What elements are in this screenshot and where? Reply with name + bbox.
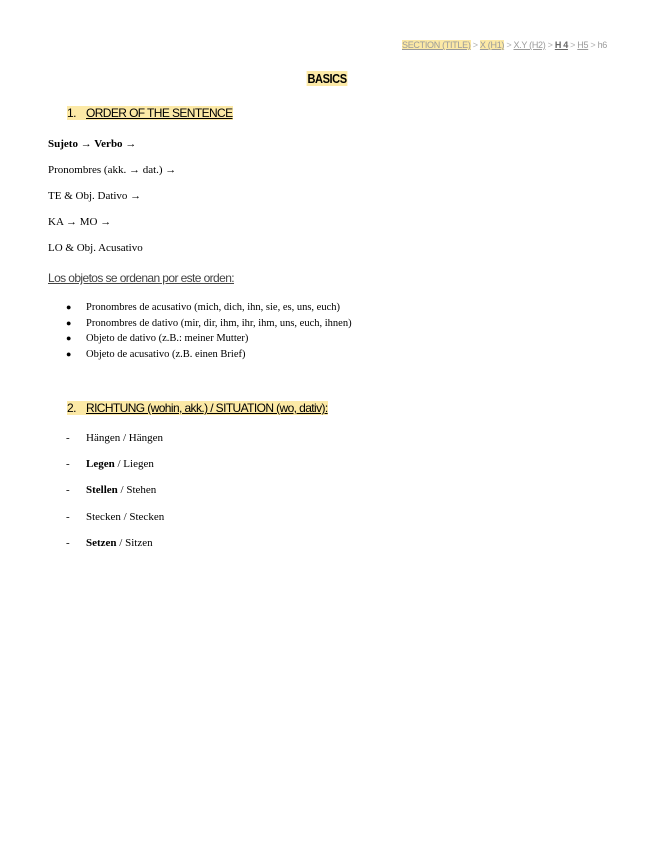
- bullet-icon: ●: [66, 317, 72, 328]
- list-item-text: Objeto de acusativo (z.B. einen Brief): [86, 348, 246, 360]
- sentence-order-text: →: [122, 138, 137, 150]
- sentence-order-line-1: [48, 138, 136, 150]
- section-2-title: RICHTUNG (wohin, akk.) / SITUATION (wo, dativ):: [86, 401, 328, 415]
- list-item: [66, 331, 352, 347]
- list-item-text: Pronombres de acusativo (mich, dich, ihn, sie, es, uns, euch): [86, 302, 340, 313]
- bullet-icon: ●: [66, 302, 72, 312]
- sentence-order-line-2: [48, 164, 176, 176]
- verb-pair-bold: Legen: [86, 458, 115, 470]
- sentence-order-line-5: [48, 242, 143, 254]
- sentence-order-text: TE & Obj. Dativo →: [48, 190, 142, 202]
- verb-pair-text: / Stehen: [117, 484, 157, 496]
- verb-pair-text: / Sitzen: [116, 537, 153, 549]
- dash-icon: -: [66, 537, 70, 549]
- section-2-number: 2.: [67, 401, 86, 415]
- verb-pair-item: [66, 537, 153, 549]
- list-item: [66, 316, 352, 332]
- breadcrumb-section-title[interactable]: SECTION (TITLE): [402, 40, 471, 50]
- breadcrumb-h5[interactable]: H5: [577, 40, 589, 50]
- dash-icon: -: [66, 511, 70, 523]
- verb-pair-item: [66, 458, 154, 470]
- verb-pair-text: Stecken / Stecken: [86, 511, 165, 523]
- section-1-number: 1.: [67, 106, 86, 120]
- sentence-order-bold: Sujeto → Verbo: [48, 138, 123, 150]
- verb-pair-bold: Stellen: [86, 484, 118, 496]
- breadcrumb-separator: >: [547, 40, 553, 50]
- list-item-text: Objeto de dativo (z.B.: meiner Mutter): [86, 333, 249, 344]
- verb-pair-item: [66, 432, 163, 444]
- breadcrumb-h6: h6: [597, 40, 607, 50]
- verb-pair-item: [66, 511, 164, 523]
- verb-pair-item: [66, 484, 156, 496]
- verb-pair-text: / Liegen: [114, 458, 154, 470]
- sentence-order-text: Pronombres (akk. → dat.) →: [48, 164, 177, 176]
- breadcrumb-h4[interactable]: H 4: [554, 40, 568, 50]
- dash-icon: -: [66, 432, 70, 444]
- breadcrumb-separator: >: [590, 40, 596, 50]
- dash-icon: -: [66, 484, 70, 496]
- page-title-wrap: [0, 70, 655, 88]
- list-item: [66, 300, 352, 316]
- bullet-icon: ●: [66, 333, 72, 343]
- bullet-icon: ●: [66, 348, 72, 359]
- section-1-title: ORDER OF THE SENTENCE: [86, 106, 233, 120]
- sentence-order-line-3: [48, 190, 141, 202]
- sentence-order-text: LO & Obj. Acusativo: [48, 242, 143, 254]
- breadcrumb-h1[interactable]: X (H1): [479, 40, 505, 50]
- section-1-heading: [67, 106, 233, 120]
- breadcrumb-separator: >: [472, 40, 478, 50]
- breadcrumb-h2[interactable]: X.Y (H2): [513, 40, 546, 50]
- breadcrumb-separator: >: [570, 40, 576, 50]
- objects-order-list: [66, 300, 352, 362]
- list-item: [66, 347, 352, 363]
- sentence-order-text: KA → MO →: [48, 216, 112, 228]
- sentence-order-line-4: [48, 216, 111, 228]
- breadcrumb: [402, 40, 607, 50]
- section-2-heading: [67, 401, 328, 415]
- verb-pair-text: Hängen / Hängen: [86, 432, 163, 444]
- verb-pair-bold: Setzen: [86, 537, 117, 549]
- breadcrumb-separator: >: [506, 40, 512, 50]
- page-title: BASICS: [307, 71, 348, 86]
- list-item-text: Pronombres de dativo (mir, dir, ihm, ihr, ihm, uns, euch, ihnen): [86, 317, 352, 329]
- dash-icon: -: [66, 458, 70, 470]
- objects-order-subheading: Los objetos se ordenan por este orden:: [48, 271, 235, 285]
